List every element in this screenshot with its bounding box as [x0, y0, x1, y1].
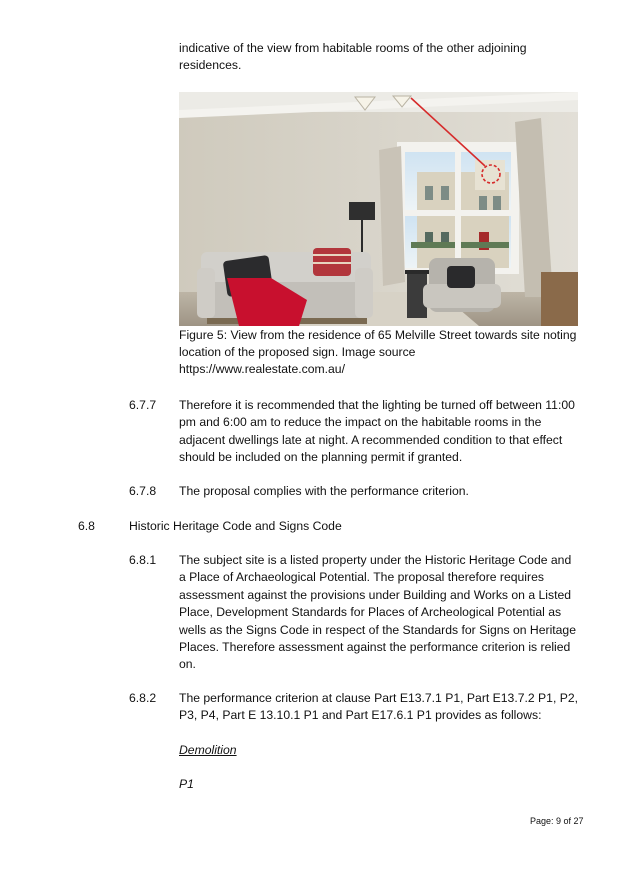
section-text-6-8-2: The performance criterion at clause Part E13.7.1 P1, Part E13.7.2 P1, P2, P3, P4, Part E 13.10.1 P1 and Part E17.6.1 P1 provides as follows: — [179, 691, 579, 723]
section-number-6-8-1: 6.8.1 — [129, 553, 157, 567]
figure-photo — [179, 92, 578, 326]
figure-caption-line-2: location of the proposed sign. Image source — [179, 345, 416, 359]
page-number: Page: 9 of 27 — [530, 816, 584, 826]
intro-paragraph: indicative of the view from habitable rooms of the other adjoining residences. — [179, 41, 527, 73]
p1-label: P1 — [179, 777, 194, 791]
figure-caption-line-1: Figure 5: View from the residence of 65 Melville Street towards site noting — [179, 328, 577, 342]
section-text-6-7-8: The proposal complies with the performance criterion. — [179, 484, 469, 498]
section-number-6-8-2: 6.8.2 — [129, 691, 157, 705]
demolition-heading: Demolition — [179, 743, 237, 757]
heading-title: Historic Heritage Code and Signs Code — [129, 519, 342, 533]
figure-caption-url: https://www.realestate.com.au/ — [179, 362, 345, 376]
section-text-6-7-7: Therefore it is recommended that the lighting be turned off between 11:00 pm and 6:00 am to reduce the impact on the habitable rooms in the adjacent dwellings late at night. A recommended condition to that effect should be included on the planning permit if granted. — [179, 398, 575, 465]
section-number-6-7-8: 6.7.8 — [129, 484, 157, 498]
section-number-6-7-7: 6.7.7 — [129, 398, 157, 412]
living-room-photo — [179, 92, 578, 326]
heading-number: 6.8 — [78, 519, 95, 533]
section-text-6-8-1: The subject site is a listed property under the Historic Heritage Code and a Place of Archaeological Potential. The proposal therefore requires assessment against the provisions under Building and Works on a Listed Place, Development Standards for Places of Archeological Potential as wells as the Signs Code in respect of the Standards for Signs on Heritage Places. Therefore assessment against the performance criterion is relied on. — [179, 553, 576, 672]
